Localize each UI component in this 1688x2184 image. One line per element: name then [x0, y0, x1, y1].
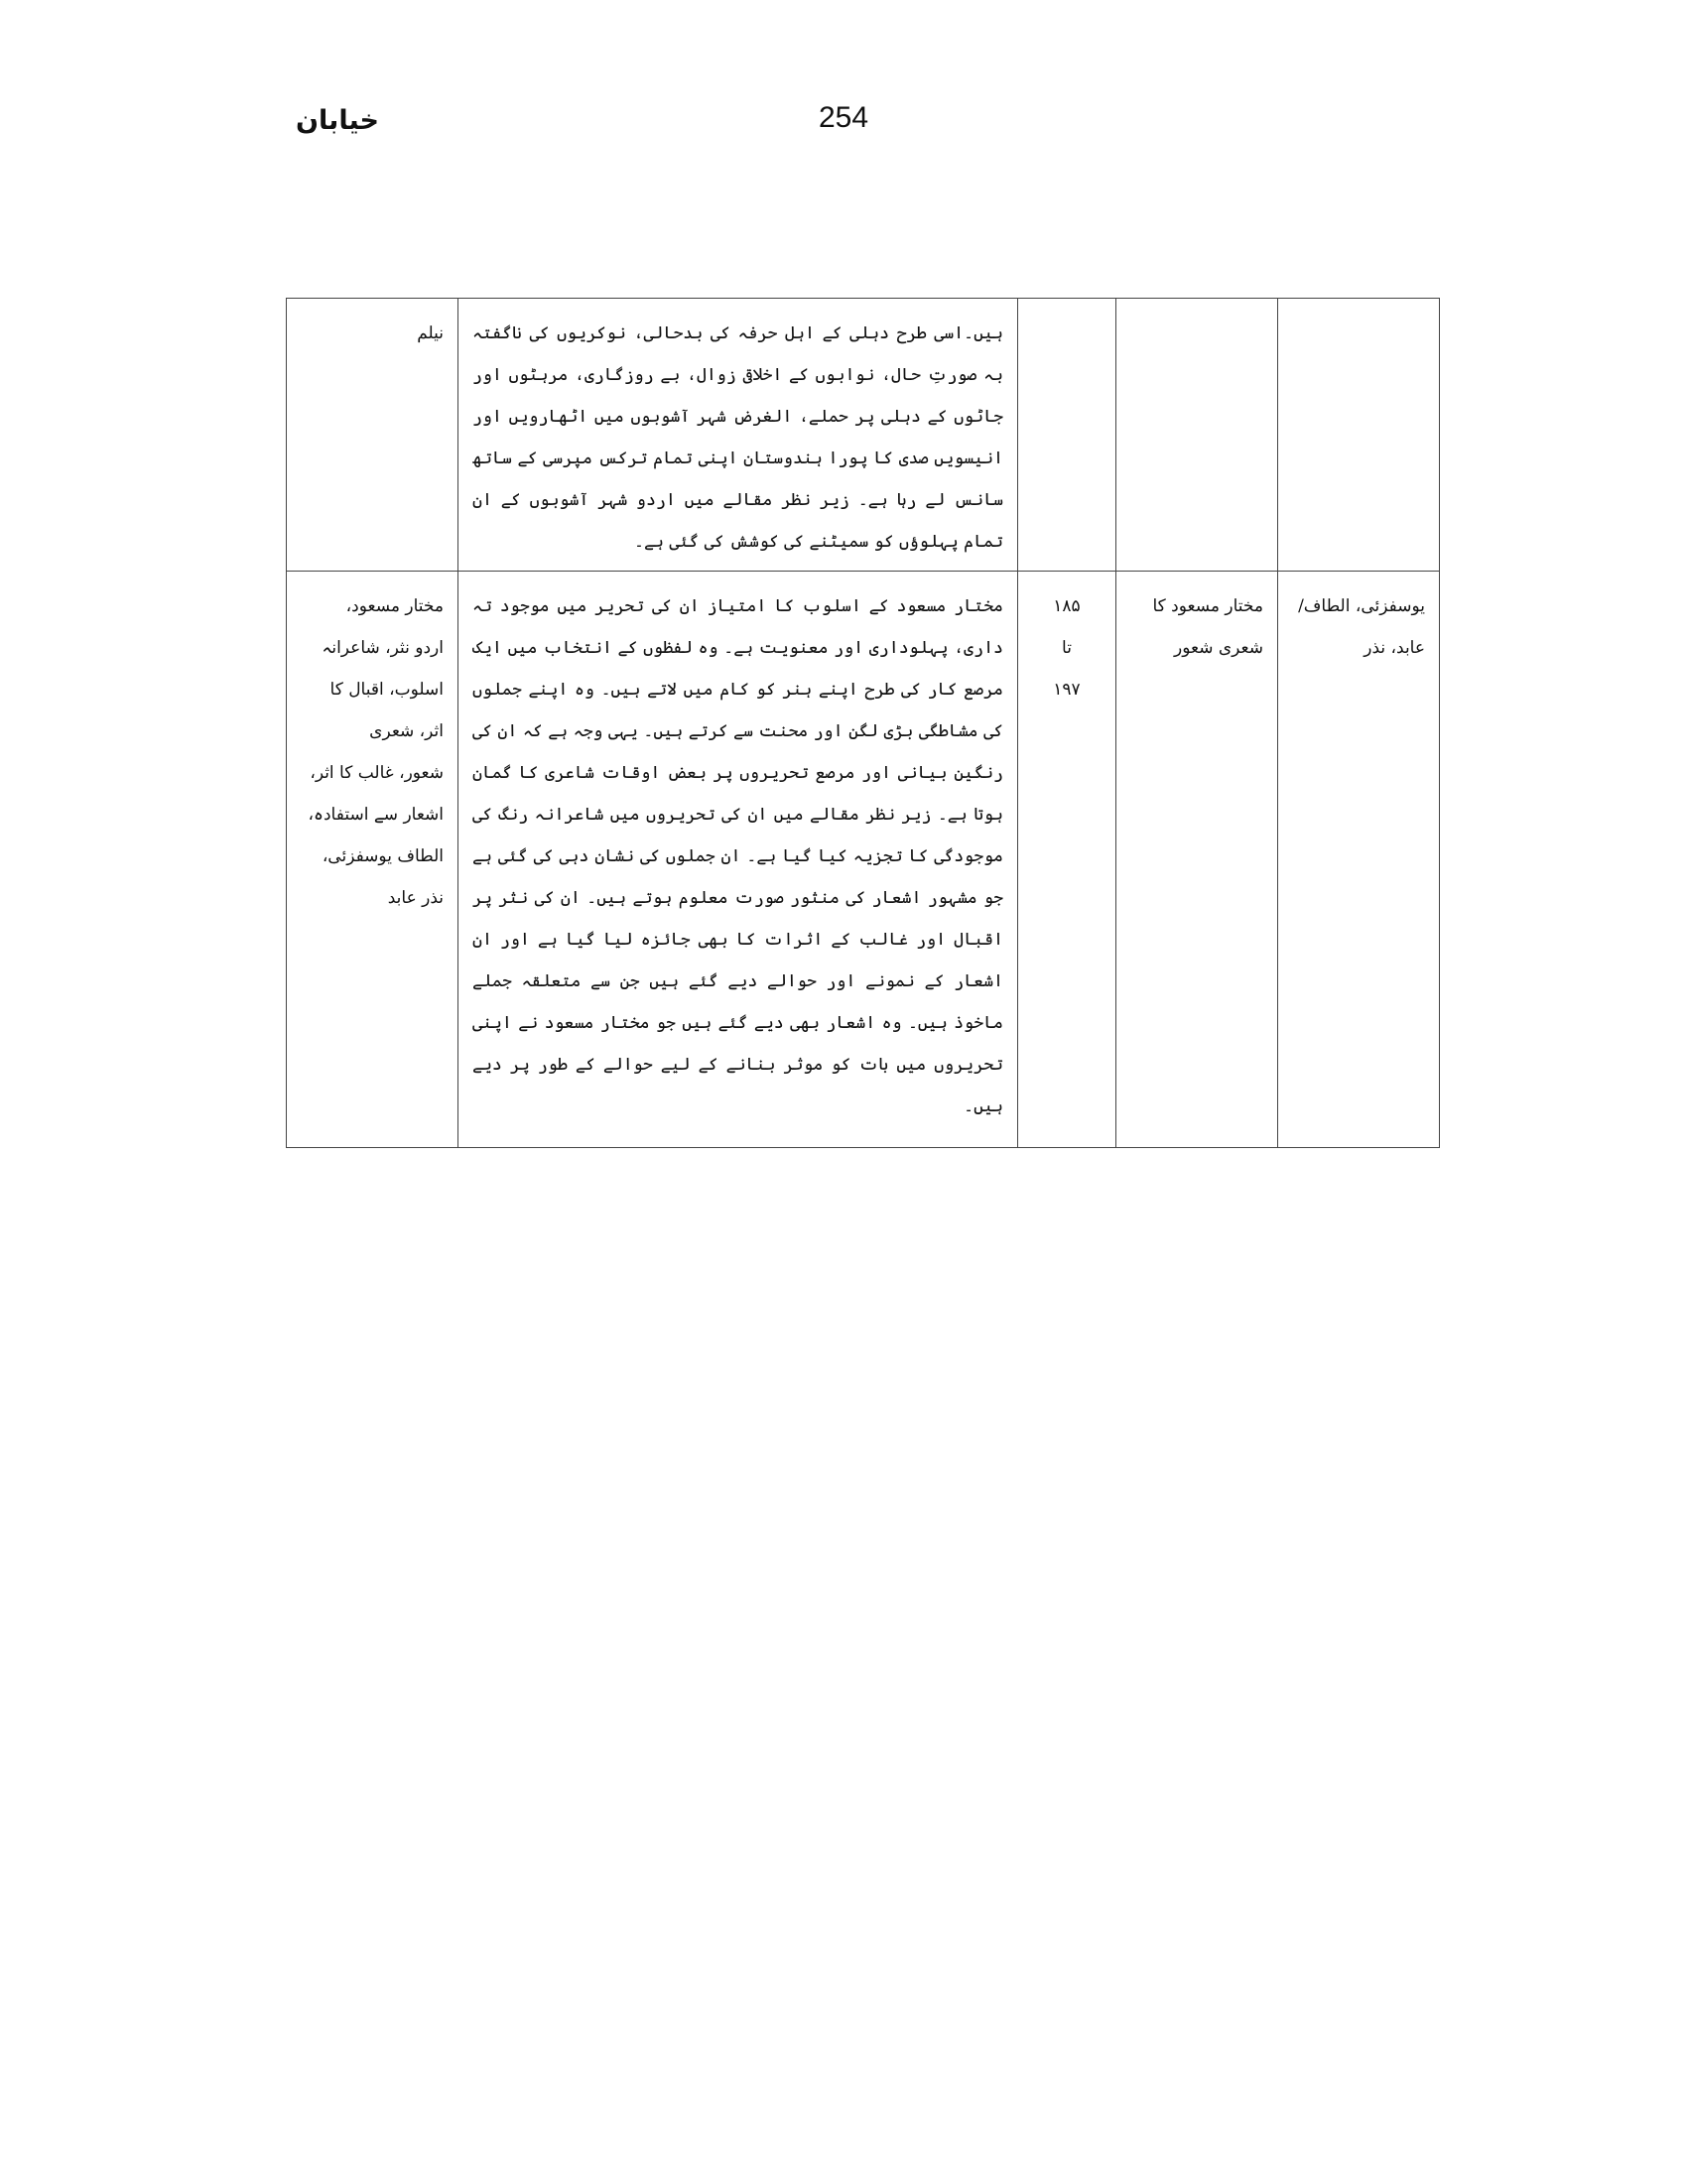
keyword-line: الطاف یوسفزئی،	[322, 846, 444, 866]
page-number: 254	[819, 101, 869, 134]
pages-separator: تا	[1062, 638, 1072, 658]
title-cell: مختار مسعود کا شعری شعور	[1116, 572, 1278, 1148]
keyword-line: شعور، غالب کا اثر،	[310, 763, 444, 783]
pages-cell	[1018, 572, 1116, 1148]
summary-cell: ہیں۔اسی طرح دہلی کے اہل حرفہ کی بدحالی، نوکریوں کی ناگفتہ بہ صورتِ حال، نوابوں کے اخلاقی زوال، بے روزگاری، مرہٹوں اور جاٹوں کے دہلی پر حملے، الغرض شہر آشوبوں میں اٹھارویں اور انیسویں صدی کا پورا ہندوستان اپنی تمام ترکس مپرسی کے ساتھ سانس لے رہا ہے۔ زیر نظر مقالے میں اردو شہر آشوبوں کے ان تمام پہلوؤں کو سمیٹنے کی کوشش کی گئی ہے۔	[458, 299, 1018, 572]
author-cell: یوسفزئی، الطاف/ عابد، نذر	[1278, 572, 1440, 1148]
keywords-cell	[287, 572, 458, 1148]
pages-end: ۱۹۷	[1053, 680, 1081, 700]
keyword-line: مختار مسعود،	[345, 596, 444, 616]
summary-cell: مختار مسعود کے اسلوب کا امتیاز ان کی تحریر میں موجود تہ داری، پہلوداری اور معنویت ہے۔ وہ لفظوں کے انتخاب میں ایک مرصع کار کی طرح اپنے ہنر کو کام میں لاتے ہیں۔ وہ اپنے جملوں کی مشاطگی بڑی لگن اور محنت سے کرتے ہیں۔ یہی وجہ ہے کہ ان کی رنگین بیانی اور مرصع تحریروں پر بعض اوقات شاعری کا گمان ہوتا ہے۔ زیر نظر مقالے میں ان کی تحریروں میں شاعرانہ رنگ کی موجودگی کا تجزیہ کیا گیا ہے۔ ان جملوں کی نشان دہی کی گئی ہے جو مشہور اشعار کی منثور صورت معلوم ہوتے ہیں۔ ان کی نثر پر اقبال اور غالب کے اثرات کا بھی جائزہ لیا گیا ہے اور ان اشعار کے نمونے اور حوالے دیے گئے ہیں جن سے متعلقہ جملے ماخوذ ہیں۔ وہ اشعار بھی دیے گئے ہیں جو مختار مسعود نے اپنی تحریروں میں بات کو موثر بنانے کے لیے حوالے کے طور پر دیے ہیں۔	[458, 572, 1018, 1148]
keyword-line: اسلوب، اقبال کا	[329, 680, 444, 700]
article-index-table	[286, 298, 1440, 1148]
keywords-cell	[287, 299, 458, 572]
table-row	[287, 299, 1440, 572]
pages-start: ۱۸۵	[1053, 596, 1081, 616]
keyword-line: نیلم	[417, 323, 444, 343]
keyword-line: اشعار سے استفادہ،	[308, 805, 444, 825]
keyword-line: اثر، شعری	[369, 721, 444, 741]
keyword-line: نذر عابد	[387, 888, 444, 908]
pages-cell	[1018, 299, 1116, 572]
journal-title: خیابان	[296, 105, 379, 136]
title-cell	[1116, 299, 1278, 572]
table-row	[287, 572, 1440, 1148]
author-cell	[1278, 299, 1440, 572]
keyword-line: اردو نثر، شاعرانہ	[322, 638, 444, 658]
